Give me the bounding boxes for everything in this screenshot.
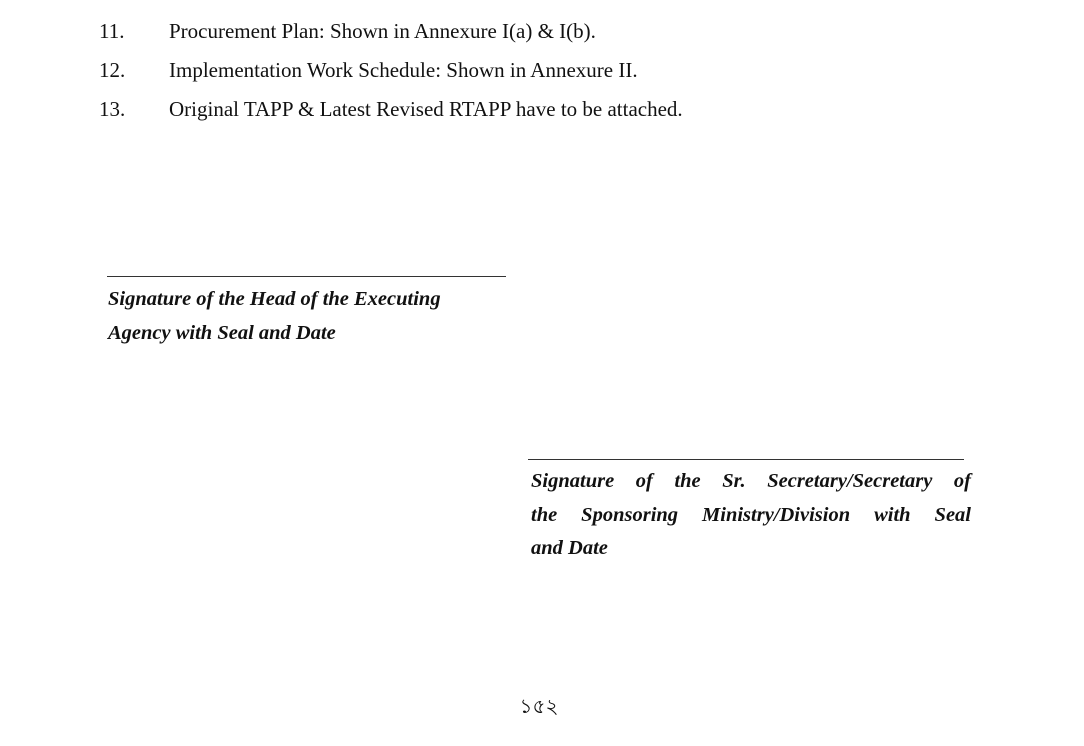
list-item-text: Procurement Plan: Shown in Annexure I(a) & I(b). — [169, 19, 596, 43]
sponsoring-ministry-signature-block — [531, 465, 971, 566]
executing-agency-signature-block — [108, 283, 513, 350]
list-item-number: 13. — [99, 97, 126, 121]
signature-caption-line: Signature of the Sr. Secretary/Secretary of — [531, 470, 971, 492]
signature-caption-line: Agency with Seal and Date — [108, 321, 336, 344]
sponsoring-ministry-signature-line — [528, 459, 964, 460]
list-item-number: 12. — [99, 58, 126, 82]
list-item-text: Original TAPP & Latest Revised RTAPP have to be attached. — [169, 97, 683, 121]
list-item-text: Implementation Work Schedule: Shown in Annexure II. — [169, 58, 638, 82]
signature-caption-line: Signature of the Head of the Executing — [108, 288, 441, 310]
executing-agency-signature-line — [107, 276, 506, 277]
signature-caption-line: and Date — [531, 537, 608, 559]
signature-caption-line: the Sponsoring Ministry/Division with Seal — [531, 503, 971, 526]
page-number: ১৫২ — [519, 694, 559, 718]
list-item-number: 11. — [99, 19, 125, 43]
